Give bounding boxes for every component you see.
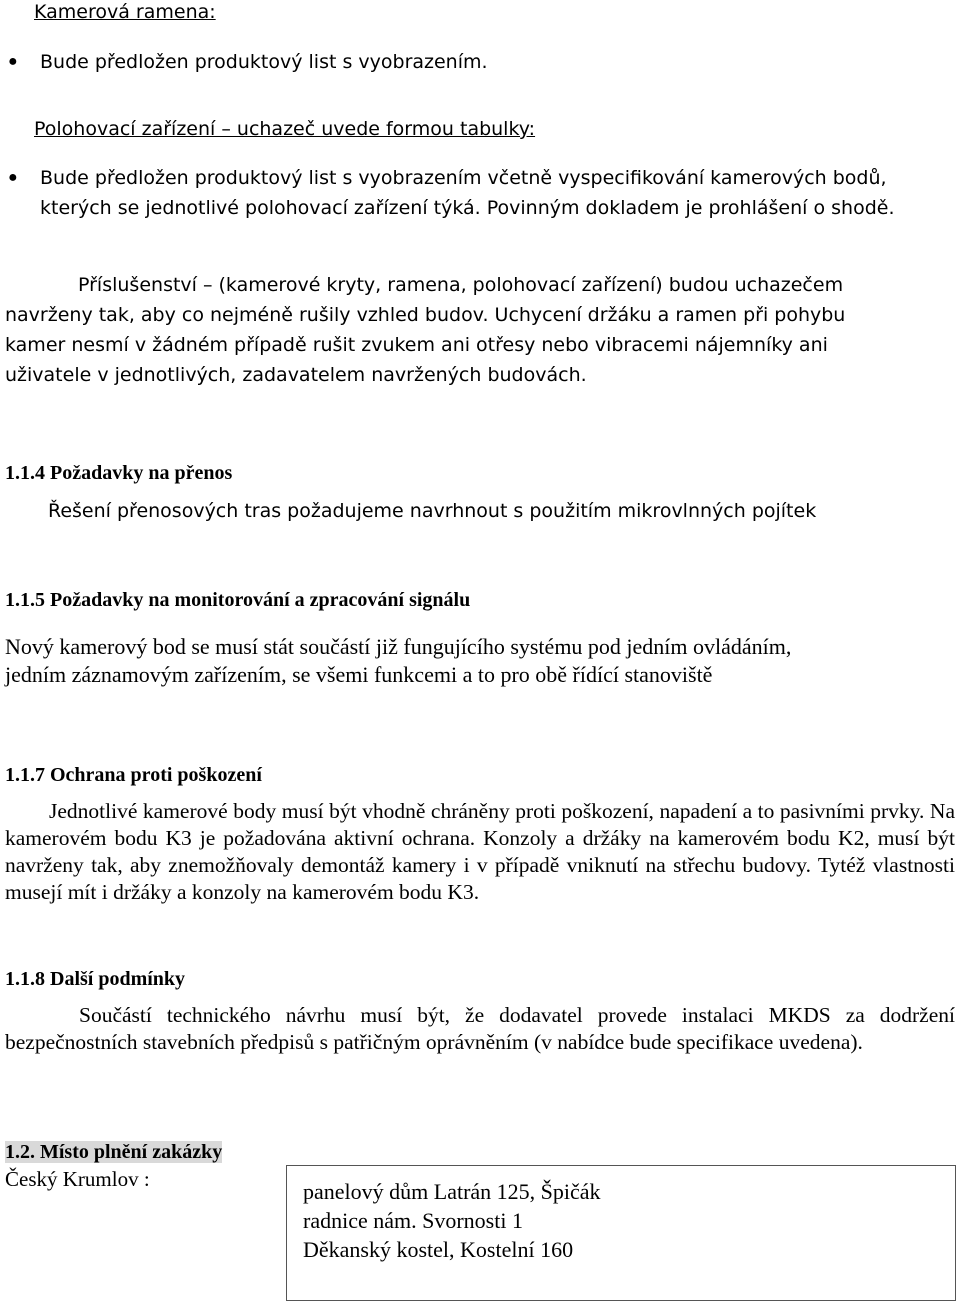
accessories-line3: kamer nesmí v žádném případě rušit zvukem ani otřesy nebo vibracemi nájemníky ani (5, 334, 828, 356)
accessories-line4: uživatele v jednotlivých, zadavatelem navržených budovách. (5, 364, 587, 386)
accessories-line1: Příslušenství – (kamerové kryty, ramena, polohovací zařízení) budou uchazečem (78, 274, 844, 296)
section-118-heading: 1.1.8 Další podmínky (5, 968, 186, 990)
section-117-text: Jednotlivé kamerové body musí být vhodně chráněny proti poškození, napadení a to pasivními prvky. Na kamerovém bodu K3 je požadována aktivní ochrana. Konzoly a držáky na kamerovém bodu K2, musí být navrženy tak, aby znemožňovaly demontáž kamery i v případě vniknutí na střechu budovy. Tytéž vlastnosti musejí mít i držáky a konzoly na kamerovém bodu K3. (5, 799, 955, 904)
bullet-icon: ● (8, 169, 18, 186)
section-115-heading: 1.1.5 Požadavky na monitorování a zpracování signálu (5, 589, 471, 611)
locations-box (286, 1165, 956, 1301)
section-114-text: Řešení přenosových tras požadujeme navrhnout s použitím mikrovlnných pojítek (48, 500, 817, 522)
section-115-line1: Nový kamerový bod se musí stát součástí již fungujícího systému pod jedním ovládáním, (5, 634, 792, 659)
section-12-heading (5, 1139, 222, 1165)
camera-arms-bullet-text: Bude předložen produktový list s vyobrazením. (40, 51, 488, 73)
positioning-bullet-line2 (40, 193, 895, 223)
section-118-text: Součástí technického návrhu musí být, že dodavatel provede instalaci MKDS za dodržení bezpečnostních stavebních předpisů s patřičným oprávněním (v nabídce bude specifikace uvedena). (5, 1003, 955, 1054)
accessories-line2-a: navrženy tak, aby co nejméně rušily vzhled budov. (5, 304, 489, 326)
section-117-heading: 1.1.7 Ochrana proti poškození (5, 764, 262, 786)
positioning-bullet-line1: Bude předložen produktový list s vyobrazením včetně vyspecifikování kamerových bodů, (40, 167, 887, 189)
section-115-line2: jedním záznamovým zařízením, se všemi funkcemi a to pro obě řídící stanoviště (5, 662, 713, 687)
section-12-heading-text: 1.2. Místo plnění zakázky (5, 1141, 223, 1163)
accessories-line2 (5, 300, 845, 330)
location-item: radnice nám. Svornosti 1 (303, 1208, 523, 1233)
bullet-icon: ● (8, 53, 18, 70)
camera-arms-heading: Kamerová ramena: (34, 1, 216, 23)
section-114-heading: 1.1.4 Požadavky na přenos (5, 462, 233, 484)
positioning-bullet-line2-b: Povinným dokladem je prohlášení o shodě. (480, 197, 895, 219)
location-item: panelový dům Latrán 125, Špičák (303, 1179, 601, 1204)
location-item: Děkanský kostel, Kostelní 160 (303, 1237, 574, 1262)
positioning-bullet-line2-a: kterých se jednotlivé polohovací zařízení týká. (40, 197, 481, 219)
positioning-heading: Polohovací zařízení – uchazeč uvede formou tabulky: (34, 118, 536, 140)
city-label: Český Krumlov : (5, 1167, 150, 1191)
accessories-line2-b: Uchycení držáku a ramen při pohybu (488, 304, 846, 326)
